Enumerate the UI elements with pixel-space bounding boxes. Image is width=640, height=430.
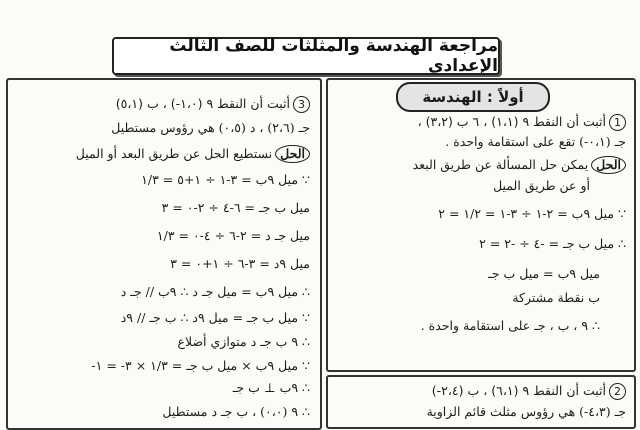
page-title: مراجعة الهندسة والمثلثات للصف الثالث الإعدادي: [169, 36, 498, 76]
q1-line-3: [413, 156, 626, 174]
q3-line-7: [170, 256, 310, 272]
q3-text-8: ∵ ميل ب جـ = ميل ٩د ∴ ب جـ // ٩د: [120, 310, 310, 325]
q1-text-8: ∴ ٩ ، ب ، جـ على استقامة واحدة .: [420, 318, 600, 333]
q1-line-9: [421, 318, 600, 334]
q3-line-11: [91, 358, 310, 374]
q3-line-8: [121, 284, 310, 300]
q3-text-6: ميل ٩د = ٣-٦ ÷ ١+٠ = ٣: [170, 256, 310, 271]
q3-text-0: أثبت أن النقط ٩ (١،٠-) ، ب (٥،١): [115, 96, 290, 111]
q3-text-2: نستطيع الحل عن طريق البعد أو الميل: [75, 146, 273, 161]
page-title-box: [112, 37, 500, 75]
solution-label-q1: الحل: [591, 156, 626, 174]
q3-text-11: ∴ ٩ب ⊥ ب جـ: [232, 380, 310, 395]
q2-line-1: [432, 383, 626, 400]
q3-text-7: ∴ ميل ٩ب = ميل جـ د ∴ ٩ب // جـ د: [120, 284, 310, 299]
q3-text-9: ∴ ٩ ب جـ د متوازي أضلاع: [177, 334, 310, 349]
q1-text-6: ميل ٩ب = ميل ب جـ: [488, 266, 600, 281]
q1-line-8: [512, 290, 600, 306]
q1-text-0: أثبت أن النقط ٩ (١،١) ، ٦ ب (٣،٢) ،: [417, 114, 606, 129]
q3-text-1: جـ (٢،٦) ، د (٠،٥) هي رؤوس مستطيل: [111, 120, 310, 135]
q3-text-12: ∴ ٩ (٠،٠) ، ب جـ د مستطيل: [162, 404, 310, 419]
q1-text-1: جـ (٠،١-) تقع على استقامة واحدة .: [445, 134, 626, 149]
q1-line-5: [438, 206, 626, 222]
q3-line-9: [121, 310, 310, 326]
q3-text-5: ميل جـ د = ٢-٦ ÷ ٤-٠ = ١/٣: [156, 228, 310, 243]
q1-line-6: [479, 236, 626, 252]
q3-line-3: [76, 145, 310, 163]
q3-line-12: [233, 380, 310, 396]
q3-number: 3: [293, 96, 310, 113]
q1-text-7: ب نقطة مشتركة: [512, 290, 600, 305]
solution-label-q3: الحل: [275, 145, 310, 163]
q3-line-1: [116, 96, 310, 113]
q3-line-5: [162, 200, 310, 216]
q1-text-3: أو عن طريق الميل: [493, 178, 590, 193]
q1-line-4: [493, 178, 590, 194]
q3-text-4: ميل ب جـ = ٦-٤ ÷ ٢-٠ = ٣: [161, 200, 310, 215]
section-heading: [396, 82, 550, 112]
q1-text-5: ∴ ميل ب جـ = -٤ ÷ -٢ = ٢: [479, 236, 626, 251]
q3-text-3: ∵ ميل ٩ب = ٣-١ ÷ ١+٥ = ١/٣: [141, 172, 310, 187]
q3-line-4: [141, 172, 310, 188]
q1-text-2: يمكن حل المسألة عن طريق البعد: [412, 157, 589, 172]
q2-number: 2: [609, 383, 626, 400]
q3-line-2: [111, 120, 310, 136]
q3-line-10: [178, 334, 310, 350]
q2-text-1: جـ (٤،٣-) هي رؤوس مثلث قائم الزاوية: [426, 404, 626, 419]
q1-text-4: ∵ ميل ٩ب = ٢-١ ÷ ٣-١ = ١/٢ = ٢: [438, 206, 626, 221]
q1-number: 1: [609, 114, 626, 131]
q2-line-2: [427, 404, 626, 420]
section-heading-text: أولاً : الهندسة: [422, 88, 524, 106]
q3-line-6: [157, 228, 310, 244]
q2-text-0: أثبت أن النقط ٩ (٦،١) ، ب (٢،٤-): [431, 383, 606, 398]
q1-line-1: [418, 114, 626, 131]
q3-line-13: [162, 404, 310, 420]
q1-line-7: [488, 266, 600, 282]
q3-text-10: ∵ ميل ٩ب × ميل ب جـ = ١/٣ × ٣- = ١-: [91, 358, 310, 373]
q1-line-2: [445, 134, 626, 150]
